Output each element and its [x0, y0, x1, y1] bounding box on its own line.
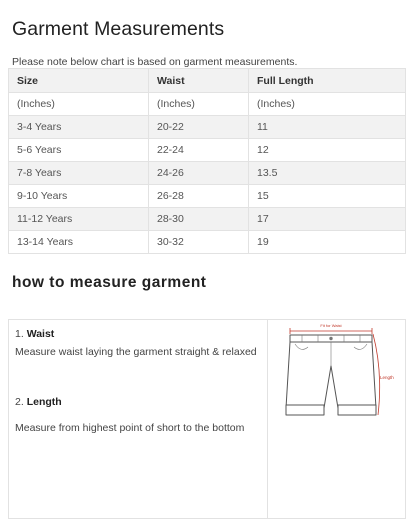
- cell-length: 19: [249, 231, 406, 254]
- cell-length: 17: [249, 208, 406, 231]
- cell-length: 11: [249, 116, 406, 139]
- shorts-diagram: [268, 320, 405, 430]
- diagram-panel: [268, 320, 405, 518]
- cell-waist: 24-26: [149, 162, 249, 185]
- cell-waist: 28-30: [149, 208, 249, 231]
- page-title: Garment Measurements: [12, 18, 225, 40]
- cell-length: 12: [249, 139, 406, 162]
- cell-size: 7-8 Years: [9, 162, 149, 185]
- length-number: 2.: [15, 396, 24, 408]
- table-row: [9, 116, 406, 139]
- cell-waist: 26-28: [149, 185, 249, 208]
- length-heading-label: Length: [26, 396, 62, 408]
- length-instruction: Measure from highest point of short to the bottom: [15, 422, 245, 434]
- size-chart-table: [8, 68, 406, 254]
- cell-size: 9-10 Years: [9, 185, 149, 208]
- how-to-measure-box: [8, 319, 406, 519]
- cell-size: 5-6 Years: [9, 139, 149, 162]
- table-row: [9, 185, 406, 208]
- length-measure-label: Length: [380, 375, 394, 380]
- table-row: [9, 208, 406, 231]
- cell-size: 11-12 Years: [9, 208, 149, 231]
- table-row: [9, 139, 406, 162]
- waist-heading-label: Waist: [26, 328, 55, 340]
- cell-waist: 30-32: [149, 231, 249, 254]
- cell-length: (Inches): [249, 93, 406, 116]
- cell-length: 15: [249, 185, 406, 208]
- waist-measure-line: [290, 328, 372, 334]
- cell-size: 13-14 Years: [9, 231, 149, 254]
- waist-number: 1.: [15, 328, 24, 340]
- cell-waist: (Inches): [149, 93, 249, 116]
- table-row: [9, 93, 406, 116]
- waist-measure-label: Fit for Waist: [320, 323, 342, 328]
- header-waist: Waist: [149, 69, 249, 93]
- instructions-panel: [9, 320, 268, 518]
- length-heading: [15, 396, 62, 408]
- how-to-measure-title: how to measure garment: [12, 274, 207, 291]
- cell-waist: 22-24: [149, 139, 249, 162]
- cell-waist: 20-22: [149, 116, 249, 139]
- waist-instruction: Measure waist laying the garment straight & relaxed: [15, 346, 257, 358]
- cell-length: 13.5: [249, 162, 406, 185]
- table-row: [9, 231, 406, 254]
- cell-size: 3-4 Years: [9, 116, 149, 139]
- cell-size: (Inches): [9, 93, 149, 116]
- header-full-length: Full Length: [249, 69, 406, 93]
- table-header-row: [9, 69, 406, 93]
- table-row: [9, 162, 406, 185]
- header-size: Size: [9, 69, 149, 93]
- waist-heading: [15, 328, 54, 340]
- chart-note: Please note below chart is based on garment measurements.: [12, 56, 298, 68]
